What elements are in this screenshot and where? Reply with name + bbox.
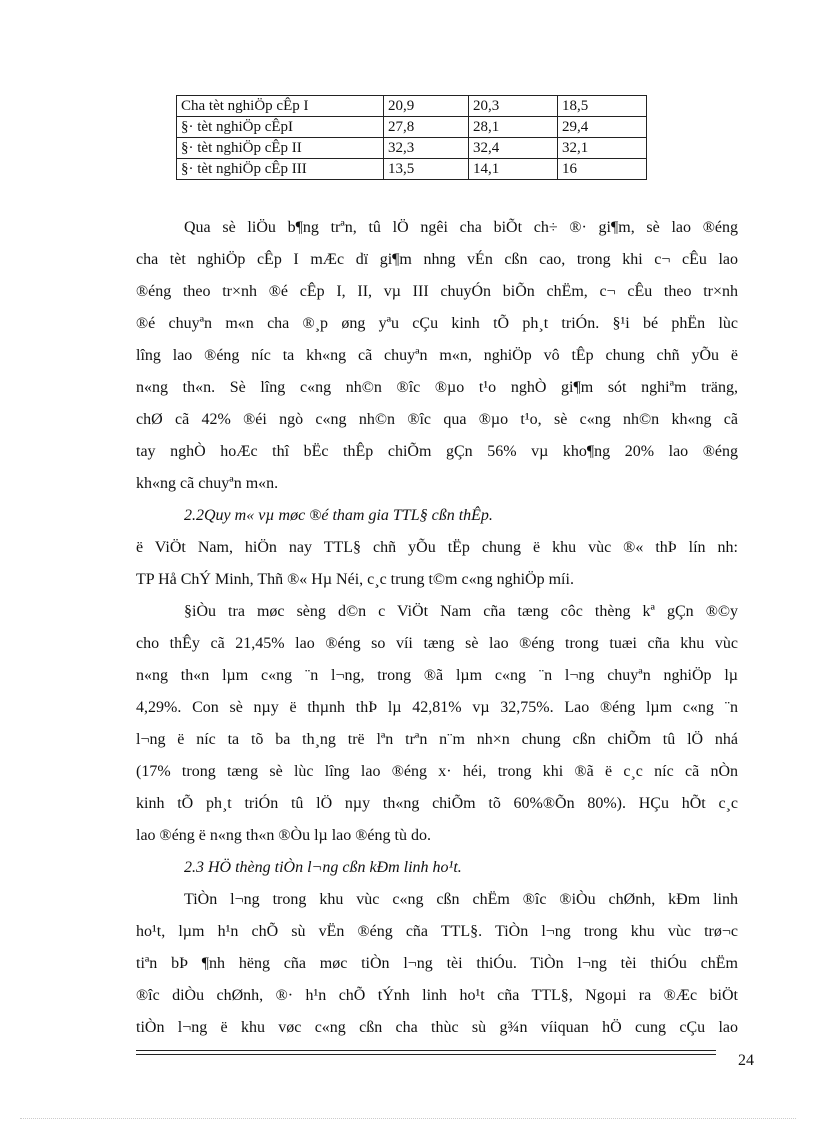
table-row: [177, 159, 647, 180]
table-cell: 13,5: [384, 159, 469, 180]
text-line: ®éng theo tr×nh ®é cÊp I, II, vµ III chuyÓn biÕn chËm, c¬ cÊu theo tr×nh: [136, 283, 738, 300]
paragraph-education-analysis: [136, 212, 738, 500]
text-line: cho thÊy cã 21,45% lao ®éng so víi tæng sè lao ®éng trong tuæi cña khu vùc: [136, 635, 738, 652]
text-line: lîng lao ®éng níc ta kh«ng cã chuyªn m«n, nghiÖp vô tÊp chung chñ yÕu ë: [136, 347, 738, 364]
body-text: [136, 212, 738, 1044]
table-cell: §· tèt nghiÖp cÊp II: [177, 138, 384, 159]
text-line: ho¹t, lµm h¹n chÕ sù vËn ®éng cña TTL§. TiÒn l¬ng trong khu vùc trø¬c: [136, 923, 738, 940]
table-cell: 14,1: [469, 159, 558, 180]
text-line: ®îc diÒu chØnh, ®· h¹n chÕ tÝnh linh ho¹t cña TTL§, Ngoµi ra ®Æc biÖt: [136, 987, 738, 1004]
table-cell: Cha tèt nghiÖp cÊp I: [177, 96, 384, 117]
paragraph-survey: [136, 596, 738, 852]
education-statistics-table: [176, 95, 647, 180]
text-line: (17% trong tæng sè lùc lîng lao ®éng x· héi, trong khi ®ã ë c¸c níc cã nÒn: [136, 763, 738, 780]
section-heading-2-3: [136, 852, 738, 884]
page-bottom-divider: [20, 1118, 796, 1119]
paragraph-wages: [136, 884, 738, 1044]
table-cell: 32,4: [469, 138, 558, 159]
text-line: §iÒu tra møc sèng d©n c ViÖt Nam cña tæng côc thèng kª gÇn ®©y: [184, 603, 738, 620]
text-line: n«ng th«n. Sè lîng c«ng nh©n ®îc ®µo t¹o nghÒ gi¶m sót nghiªm träng,: [136, 379, 738, 396]
page-number: 24: [738, 1052, 754, 1069]
table-cell: 28,1: [469, 117, 558, 138]
table-cell: 18,5: [558, 96, 647, 117]
footer-rule-bottom: [136, 1054, 716, 1055]
text-line: TP Hå ChÝ Minh, Thñ ®« Hµ Néi, c¸c trung t©m c«ng nghiÖp míi.: [136, 571, 574, 588]
paragraph-market-location: [136, 532, 738, 596]
text-line: cha tèt nghiÖp cÊp I mÆc dï gi¶m nhng vÉn cßn cao, trong khi c¬ cÊu lao: [136, 251, 738, 268]
table-cell: §· tèt nghiÖp cÊpI: [177, 117, 384, 138]
text-line: ë ViÖt Nam, hiÖn nay TTL§ chñ yÕu tËp chung ë khu vùc ®« thÞ lín nh:: [136, 539, 738, 556]
footer-rule-top: [136, 1050, 716, 1051]
table-cell: 16: [558, 159, 647, 180]
text-line: ®é chuyªn m«n cha ®¸p øng yªu cÇu kinh tÕ ph¸t triÓn. §¹i bé phËn lùc: [136, 315, 738, 332]
text-line: chØ cã 42% ®éi ngò c«ng nh©n ®îc qua ®µo t¹o, sè c«ng nh©n kh«ng cã: [136, 411, 738, 428]
table-row: [177, 117, 647, 138]
text-line: l¬ng ë níc ta tõ ba th¸ng trë lªn trªn n¨m nh×n chung cßn chiÕm tû lÖ nhá: [136, 731, 738, 748]
text-line: Qua sè liÖu b¶ng trªn, tû lÖ ngêi cha biÕt ch÷ ®· gi¶m, sè lao ®éng: [184, 219, 738, 236]
table-cell: 29,4: [558, 117, 647, 138]
table-cell: 20,9: [384, 96, 469, 117]
text-line: kinh tÕ ph¸t triÓn tû lÖ nµy th«ng chiÕm tõ 60%®Õn 80%). HÇu hÕt c¸c: [136, 795, 738, 812]
section-heading-2-2: [136, 500, 738, 532]
text-line: lao ®éng ë n«ng th«n ®Òu lµ lao ®éng tù do.: [136, 827, 431, 844]
text-line: n«ng th«n lµm c«ng ¨n l¬ng, trong ®ã lµm c«ng ¨n l¬ng chuyªn nghiÖp lµ: [136, 667, 738, 684]
text-line: tiªn bÞ ¶nh hëng cña møc tiÒn l¬ng tèi thiÓu. TiÒn l¬ng tèi thiÓu chËm: [136, 955, 738, 972]
heading-text: 2.2Quy m« vµ møc ®é tham gia TTL§ cßn thÊp.: [184, 507, 493, 524]
table-row: [177, 138, 647, 159]
table-cell: 27,8: [384, 117, 469, 138]
text-line: 4,29%. Con sè nµy ë thµnh thÞ lµ 42,81% vµ 32,75%. Lao ®éng lµm c«ng ¨n: [136, 699, 738, 716]
text-line: kh«ng cã chuyªn m«n.: [136, 475, 279, 492]
text-line: tay nghÒ hoÆc thî bËc thÊp chiÕm gÇn 56% vµ kho¶ng 20% lao ®éng: [136, 443, 738, 460]
table-cell: §· tèt nghiÖp cÊp III: [177, 159, 384, 180]
table-row: [177, 96, 647, 117]
table-cell: 20,3: [469, 96, 558, 117]
text-line: tiÒn l¬ng ë khu vøc c«ng cßn cha thùc sù g¾n víiquan hÖ cung cÇu lao: [136, 1019, 738, 1036]
text-line: TiÒn l¬ng trong khu vùc c«ng cßn chËm ®îc ®iÒu chØnh, kÐm linh: [184, 891, 738, 908]
heading-text: 2.3 HÖ thèng tiÒn l¬ng cßn kÐm linh ho¹t.: [184, 859, 462, 876]
table-cell: 32,1: [558, 138, 647, 159]
table-cell: 32,3: [384, 138, 469, 159]
